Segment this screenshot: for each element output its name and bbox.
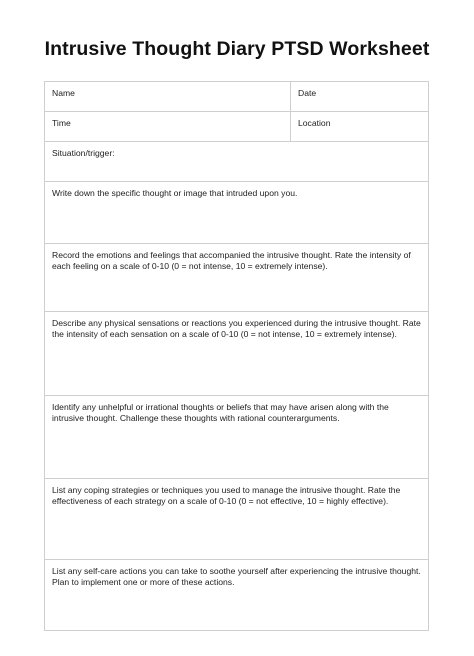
coping-prompt: List any coping strategies or techniques you used to manage the intrusive thought. Rate the effectiveness of each strategy on a scale of 0-10 (0 = not effective, 10 = highly effective). — [52, 485, 401, 506]
selfcare-prompt: List any self-care actions you can take to soothe yourself after experiencing the intrusive thought. Plan to implement one or more of these actions. — [52, 566, 421, 587]
beliefs-prompt: Identify any unhelpful or irrational thoughts or beliefs that may have arisen along with the intrusive thought. Challenge these thoughts with rational counterarguments. — [52, 402, 389, 423]
prompt-row-beliefs — [45, 396, 428, 479]
name-field[interactable] — [45, 82, 291, 111]
selfcare-field[interactable] — [45, 560, 428, 630]
situation-field[interactable] — [45, 142, 428, 181]
prompt-row-coping — [45, 479, 428, 560]
sensations-field[interactable] — [45, 312, 428, 395]
time-location-row — [45, 112, 428, 142]
date-field[interactable] — [291, 82, 428, 111]
emotions-prompt: Record the emotions and feelings that accompanied the intrusive thought. Rate the intensity of each feeling on a scale of 0-10 (0 = not intense, 10 = extremely intense). — [52, 250, 411, 271]
location-label: Location — [298, 118, 331, 128]
time-label: Time — [52, 118, 71, 128]
prompt-row-selfcare — [45, 560, 428, 630]
date-label: Date — [298, 88, 317, 98]
worksheet-form — [44, 81, 429, 631]
thought-prompt: Write down the specific thought or image that intruded upon you. — [52, 188, 298, 198]
beliefs-field[interactable] — [45, 396, 428, 478]
situation-row — [45, 142, 428, 182]
sensations-prompt: Describe any physical sensations or reactions you experienced during the intrusive thought. Rate the intensity of each sensation on a scale of 0-10 (0 = not intense, 10 = extremely intense). — [52, 318, 421, 339]
name-date-row — [45, 82, 428, 112]
prompt-row-sensations — [45, 312, 428, 396]
prompt-row-thought — [45, 182, 428, 244]
prompt-row-emotions — [45, 244, 428, 312]
name-label: Name — [52, 88, 75, 98]
location-field[interactable] — [291, 112, 428, 141]
coping-field[interactable] — [45, 479, 428, 559]
situation-label: Situation/trigger: — [52, 148, 115, 158]
page-title: Intrusive Thought Diary PTSD Worksheet — [44, 38, 430, 60]
time-field[interactable] — [45, 112, 291, 141]
thought-field[interactable] — [45, 182, 428, 243]
emotions-field[interactable] — [45, 244, 428, 311]
